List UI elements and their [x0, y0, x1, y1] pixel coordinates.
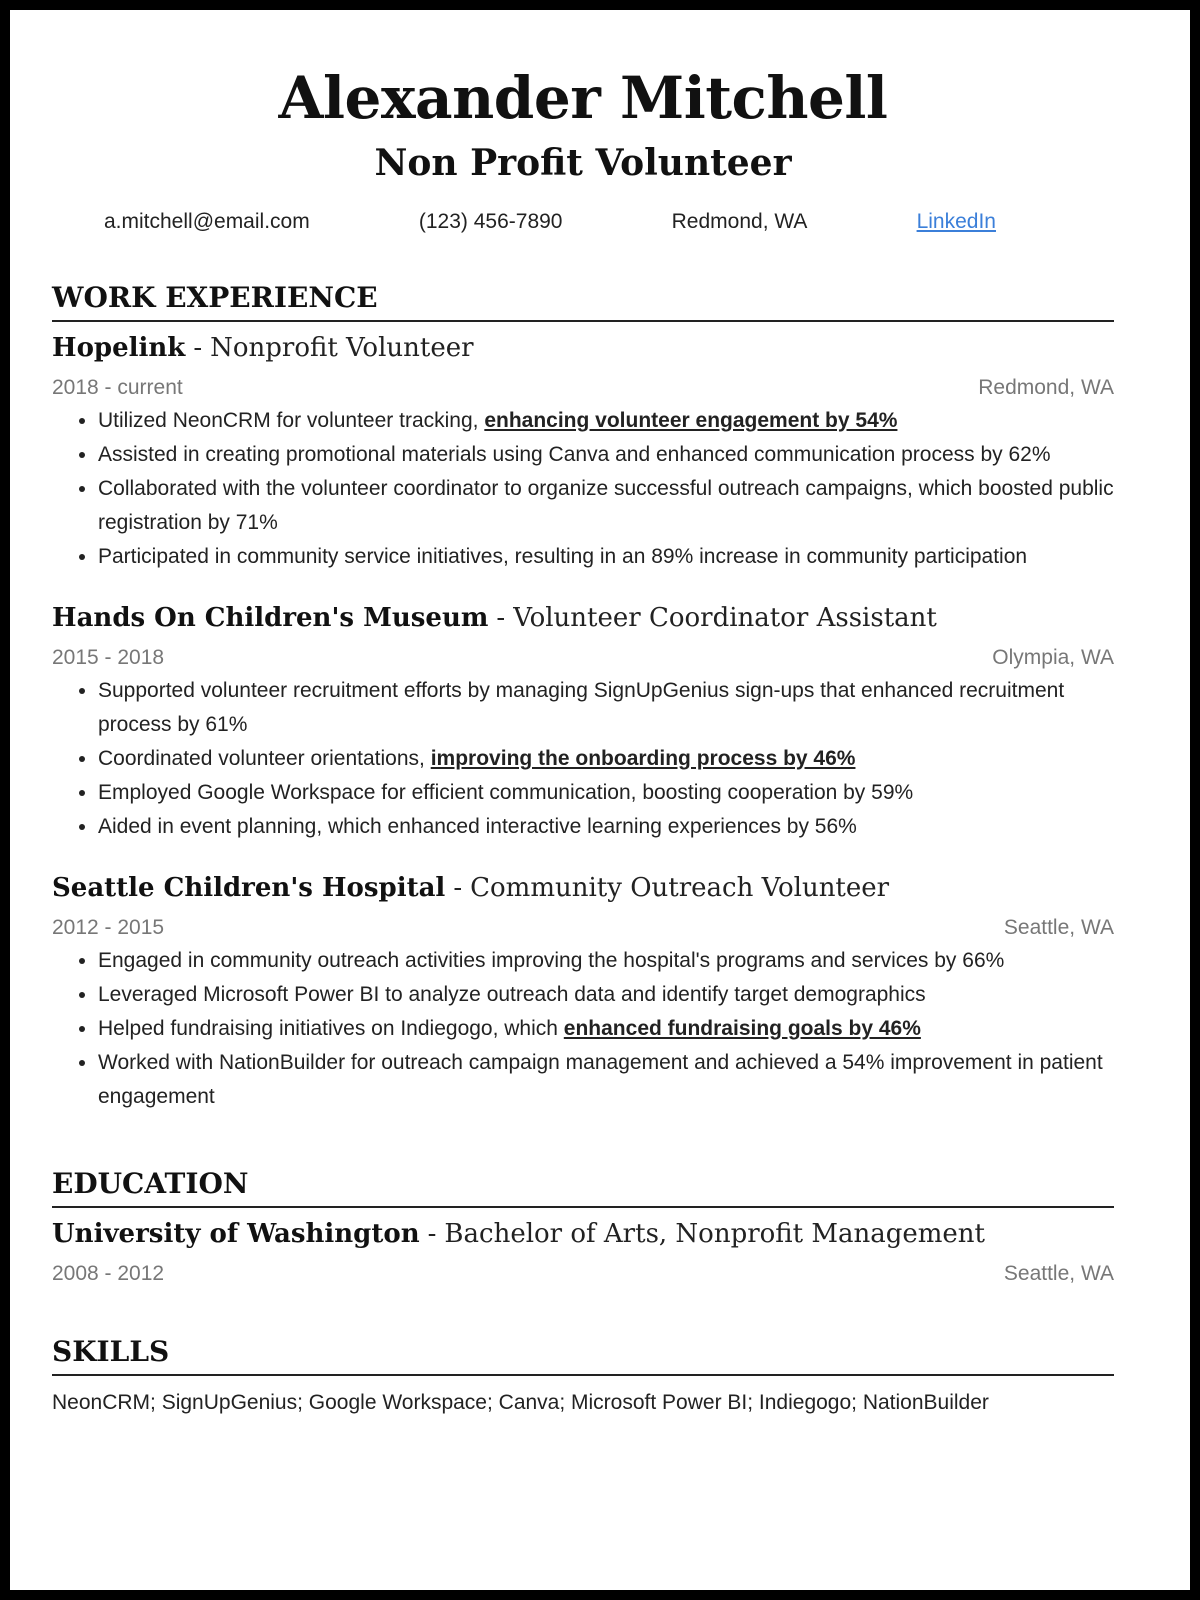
- job-bullet: [98, 404, 1114, 438]
- candidate-title: Non Profit Volunteer: [374, 142, 792, 184]
- job-entry: [52, 328, 1114, 574]
- job-bullet: [98, 438, 1114, 472]
- section-title-education: EDUCATION: [52, 1167, 249, 1200]
- bullet-text: Leveraged Microsoft Power BI to analyze outreach data and identify target demographics: [98, 983, 926, 1006]
- section-divider: [52, 320, 1114, 322]
- bullet-text: Engaged in community outreach activities improving the hospital's programs and services by 66%: [98, 949, 1005, 972]
- candidate-name: Alexander Mitchell: [278, 64, 888, 132]
- education-entry: University of Washington - Bachelor of Arts, Nonprofit Management: [52, 1219, 985, 1249]
- job-dates: 2015 - 2018: [52, 646, 165, 669]
- job-location: Seattle, WA: [1003, 916, 1114, 939]
- skills-section: [52, 1332, 1114, 1420]
- job-heading: Hands On Children's Museum - Volunteer Coordinator Assistant: [52, 603, 937, 633]
- contact-email: a.mitchell@email.com: [104, 210, 310, 233]
- bullet-highlight: improving the onboarding process by 46%: [430, 747, 856, 770]
- job-location: Redmond, WA: [978, 376, 1114, 399]
- section-divider: [52, 1206, 1114, 1208]
- bullet-text: Helped fundraising initiatives on Indiegogo, which: [98, 1017, 564, 1040]
- resume-page: [10, 10, 1190, 1590]
- section-title-skills: SKILLS: [52, 1335, 170, 1368]
- bullet-text: Utilized NeonCRM for volunteer tracking,: [98, 409, 485, 432]
- job-role: Community Outreach Volunteer: [470, 873, 890, 903]
- job-bullet: [98, 472, 1114, 540]
- job-organization: Hands On Children's Museum: [52, 603, 489, 633]
- job-meta: [52, 912, 1114, 944]
- bullet-highlight: enhanced fundraising goals by 46%: [563, 1017, 921, 1040]
- job-list: [52, 328, 1114, 1114]
- job-bullet: [98, 1046, 1114, 1114]
- job-location: Olympia, WA: [992, 646, 1114, 669]
- job-dates: 2018 - current: [52, 376, 183, 399]
- education-section: [52, 1164, 1114, 1290]
- bullet-text: Supported volunteer recruitment efforts by managing SignUpGenius sign-ups that enhanced recruitment process by 61%: [98, 679, 1065, 736]
- section-title-work: WORK EXPERIENCE: [52, 281, 378, 314]
- job-meta: [52, 372, 1114, 404]
- job-entry: [52, 598, 1114, 844]
- education-dates: 2008 - 2012: [52, 1262, 165, 1285]
- job-role: Nonprofit Volunteer: [210, 333, 474, 363]
- contact-phone: (123) 456-7890: [418, 210, 563, 233]
- bullet-text: Worked with NationBuilder for outreach campaign management and achieved a 54% improvement in patient engagement: [98, 1051, 1103, 1108]
- job-entry: [52, 868, 1114, 1114]
- job-bullet: [98, 742, 1114, 776]
- job-bullet: [98, 944, 1114, 978]
- work-experience-section: [52, 278, 1114, 1114]
- education-degree: Bachelor of Arts, Nonprofit Management: [444, 1219, 985, 1249]
- job-dates: 2012 - 2015: [52, 916, 165, 939]
- education-school: University of Washington: [52, 1219, 420, 1249]
- bullet-text: Participated in community service initiatives, resulting in an 89% increase in community participation: [98, 545, 1028, 568]
- education-meta: [52, 1258, 1114, 1290]
- job-bullet: [98, 776, 1114, 810]
- bullet-text: Collaborated with the volunteer coordinator to organize successful outreach campaigns, which boosted public registration by 71%: [98, 477, 1114, 534]
- job-bullets: [52, 674, 1114, 844]
- contact-location: Redmond, WA: [671, 210, 808, 233]
- job-organization: Hopelink: [52, 333, 186, 363]
- job-bullet: [98, 1012, 1114, 1046]
- bullet-highlight: enhancing volunteer engagement by 54%: [484, 409, 898, 432]
- job-organization: Seattle Children's Hospital: [52, 873, 446, 903]
- education-location: Seattle, WA: [1003, 1262, 1114, 1285]
- contact-row: [104, 210, 996, 234]
- job-role: Volunteer Coordinator Assistant: [513, 603, 937, 633]
- job-meta: [52, 642, 1114, 674]
- job-bullet: [98, 674, 1114, 742]
- skills-list: NeonCRM; SignUpGenius; Google Workspace; Canva; Microsoft Power BI; Indiegogo; NationBuilder: [52, 1391, 989, 1414]
- bullet-text: Assisted in creating promotional materials using Canva and enhanced communication process by 62%: [98, 443, 1051, 466]
- job-heading: Hopelink - Nonprofit Volunteer: [52, 333, 474, 363]
- bullet-text: Aided in event planning, which enhanced interactive learning experiences by 56%: [98, 815, 857, 838]
- job-bullet: [98, 540, 1114, 574]
- linkedin-link[interactable]: LinkedIn: [916, 210, 996, 233]
- job-bullets: [52, 404, 1114, 574]
- job-bullet: [98, 978, 1114, 1012]
- job-heading: Seattle Children's Hospital - Community Outreach Volunteer: [52, 873, 890, 903]
- bullet-text: Employed Google Workspace for efficient communication, boosting cooperation by 59%: [98, 781, 914, 804]
- job-bullet: [98, 810, 1114, 844]
- bullet-text: Coordinated volunteer orientations,: [98, 747, 431, 770]
- job-bullets: [52, 944, 1114, 1114]
- section-divider: [52, 1374, 1114, 1376]
